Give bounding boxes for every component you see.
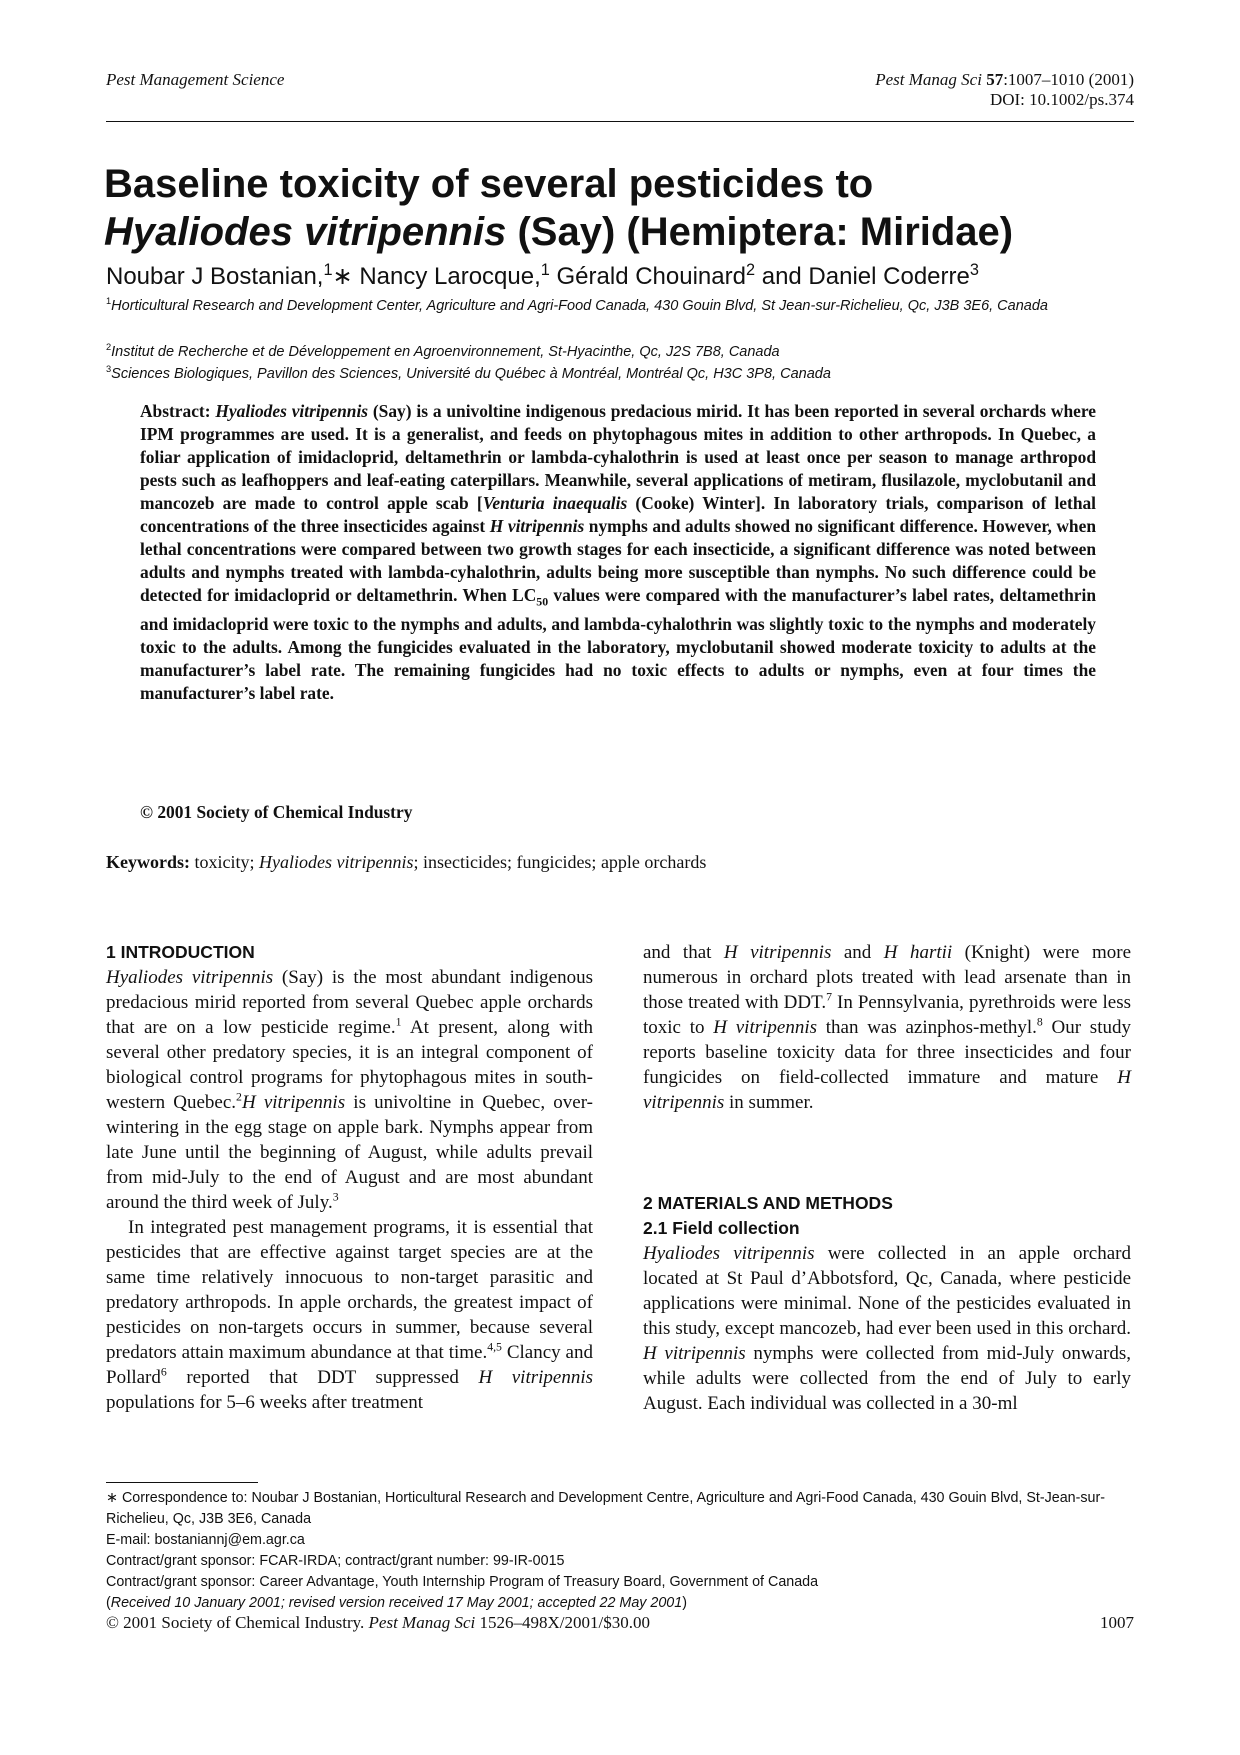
column-right — [643, 940, 1131, 1416]
abstract: Abstract: Hyaliodes vitripennis (Say) is a univoltine indigenous predacious mirid. It has been reported in several orchards where IPM programmes are used. It is a generalist, and feeds on phytophagous mites in addition to other arthropods. In Quebec, a foliar application of imidacloprid, deltamethrin or lambda-cyhalothrin is used at least once per season to manage arthropod pests such as leafhoppers and leaf-eating caterpillars. Meanwhile, several applications of metiram, flusilazole, myclobutanil and mancozeb are made to control apple scab [Venturia inaequalis (Cooke) Winter]. In laboratory trials, comparison of lethal concentrations of the three insecticides against H vitripennis nymphs and adults showed no significant difference. However, when lethal concentrations were compared between two growth stages for each insecticide, a significant difference was noted between adults and nymphs treated with lambda-cyhalothrin, adults being more susceptible than nymphs. No such difference could be detected for imidacloprid or deltamethrin. When $LC_{50}$ values were compared with the manufacturer’s label rates, deltamethrin and imidacloprid were toxic to the nymphs and adults, and lambda-cyhalothrin was slightly toxic to the nymphs and moderately toxic to the adults. Among the fungicides evaluated in the laboratory, myclobutanil showed moderate toxicity to adults at the manufacturer’s label rate. The remaining fungicides had no toxic effects to adults or nymphs, even at four times the manufacturer’s label rate. — [140, 401, 1097, 704]
subsection-heading-field-collection: 2.1 Field collection — [643, 1218, 800, 1238]
footnotes — [106, 1488, 1134, 1614]
intro-paragraph-2-continued: and that H vitripennis and H hartii (Knight) were more numerous in orchard plots treated with lead arsenate than in those treated with DDT.$^7$ In Pennsylvania, pyrethroids were less toxic to H vitripennis than was azinphos-methyl.$^8$ Our study reports baseline toxicity data for three insecticides and four fungicides on field-collected immature and mature H vitripennis in summer. — [643, 942, 1132, 1113]
footnote-received: (Received 10 January 2001; revised version received 17 May 2001; accepted 22 May 2001) — [106, 1595, 687, 1611]
affiliation-3: $^3$Sciences Biologiques, Pavillon des Sciences, Université du Québec à Montréal, Montréal Qc, H3C 3P8, Canada — [106, 364, 831, 382]
footer-copyright: © 2001 Society of Chemical Industry. Pest Manag Sci 1526–498X/2001/$30.00 — [106, 1613, 650, 1632]
citation-line: Pest Manag Sci 57:1007–1010 (2001) — [875, 70, 1134, 89]
footnote-sponsor-2: Contract/grant sponsor: Career Advantage, Youth Internship Program of Treasury Board, Government of Canada — [106, 1574, 819, 1590]
title-line-2: (Say) (Hemiptera: Miridae) — [506, 210, 1014, 254]
article-title — [104, 160, 1144, 256]
intro-paragraph-1: Hyaliodes vitripennis (Say) is the most abundant indigenous predacious mirid reported from several Quebec apple orchards that are on a low pesticide regime.$^1$ At present, along with several other predatory species, it is an integral component of biological control programs for phytophagous mites in south-western Quebec.$^2$H vitripennis is univoltine in Quebec, over-wintering in the egg stage on apple bark. Nymphs appear from late June until the beginning of August, while adults prevail from mid-July to the end of August and are most abundant around the third week of July.$^3$ — [106, 967, 593, 1213]
column-left — [106, 940, 593, 1415]
section-heading-methods: 2 MATERIALS AND METHODS — [643, 1193, 893, 1213]
footnote-sponsor-1: Contract/grant sponsor: FCAR-IRDA; contract/grant number: 99-IR-0015 — [106, 1553, 565, 1569]
doi: DOI: 10.1002/ps.374 — [989, 90, 1134, 109]
affiliation-2: $^2$Institut de Recherche et de Développement en Agroenvironnement, St-Hyacinthe, Qc, J2S 7B8, Canada — [106, 342, 780, 360]
section-gap — [643, 1115, 1131, 1191]
footnote-rule — [106, 1482, 258, 1483]
title-species: Hyaliodes vitripennis — [104, 210, 507, 254]
page-number: 1007 — [1100, 1613, 1134, 1632]
title-line-1: Baseline toxicity of several pesticides to — [104, 162, 874, 206]
running-head-citation — [875, 70, 1134, 110]
keywords: Keywords: toxicity; Hyaliodes vitripennis; insecticides; fungicides; apple orchards — [106, 852, 707, 872]
section-heading-introduction: 1 INTRODUCTION — [106, 942, 255, 962]
footnote-email: E-mail: bostaniannj@em.agr.ca — [106, 1532, 305, 1548]
header-rule — [106, 121, 1134, 122]
intro-paragraph-2: In integrated pest management programs, it is essential that pesticides that are effective against target species are at the same time relatively innocuous to non-target parasitic and predatory arthropods. In apple orchards, the greatest impact of pesticides on non-targets occurs in summer, because several predators attain maximum abundance at that time.$^{4,5}$ Clancy and Pollard$^6$ reported that DDT suppressed H vitripennis populations for 5–6 weeks after treatment — [106, 1217, 594, 1413]
author-list: Noubar J Bostanian,$^1$∗ Nancy Larocque,$^1$ Gérald Chouinard$^2$ and Daniel Coderre$^3$ — [106, 261, 979, 290]
abstract-copyright: © 2001 Society of Chemical Industry — [140, 802, 413, 822]
affiliation-1: $^1$Horticultural Research and Development Center, Agriculture and Agri-Food Canada, 430 Gouin Blvd, St Jean-sur-Richelieu, Qc, J3B 3E6, Canada — [106, 296, 1048, 314]
running-head-journal: Pest Management Science — [106, 70, 285, 89]
footnote-correspondence: ∗ Correspondence to: Noubar J Bostanian, Horticultural Research and Development Centre, Agriculture and Agri-Food Canada, 430 Gouin Blvd, St-Jean-sur-Richelieu, Qc, J3B 3E6, Canada — [106, 1490, 1105, 1527]
methods-paragraph-1: Hyaliodes vitripennis were collected in an apple orchard located at St Paul d’Abbotsford, Qc, Canada, where pesticide applications were minimal. None of the pesticides evaluated in this study, except mancozeb, had ever been used in this orchard. H vitripennis nymphs were collected from mid-July onwards, while adults were collected from the end of July to early August. Each individual was collected in a 30-ml — [643, 1243, 1131, 1414]
